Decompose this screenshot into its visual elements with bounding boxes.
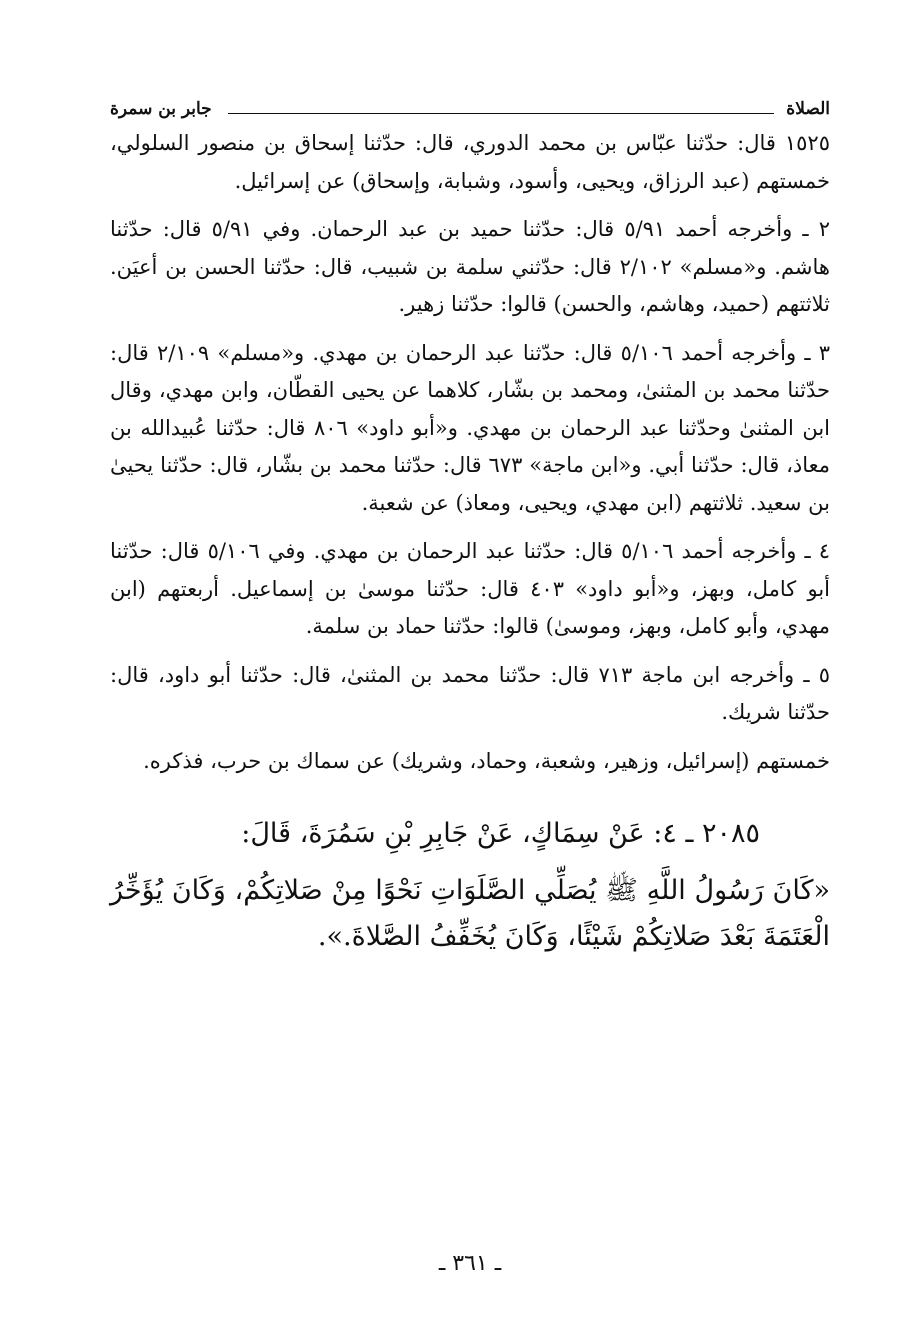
chapter-title: الصلاة bbox=[786, 99, 830, 119]
hadith-heading: ٢٠٨٥ ـ ٤: عَنْ سِمَاكٍ، عَنْ جَابِرِ بْنِ سَمُرَةَ، قَالَ: bbox=[241, 818, 760, 849]
topic-title: جابر بن سمرة bbox=[110, 99, 212, 119]
header-rule bbox=[228, 113, 774, 114]
book-page bbox=[110, 95, 830, 1295]
footnote-paragraph: ٤ ـ وأخرجه أحمد ٥/١٠٦ قال: حدّثنا عبد الرحمان بن مهدي. وفي ٥/١٠٦ قال: حدّثنا أبو كامل، وبهز، و«أبو داود» ٤٠٣ قال: حدّثنا موسىٰ بن إسماعيل. أربعتهم (ابن مهدي، وأبو كامل، وبهز، وموسىٰ) قالوا: حدّثنا حماد بن سلمة. bbox=[110, 539, 831, 638]
footnote-paragraph: ٢ ـ وأخرجه أحمد ٥/٩١ قال: حدّثنا حميد بن عبد الرحمان. وفي ٥/٩١ قال: حدّثنا هاشم. و«مسلم» ٢/١٠٢ قال: حدّثني سلمة بن شبيب، قال: حدّثنا الحسن بن أعيَن. ثلاثتهم (حميد، وهاشم، والحسن) قالوا: حدّثنا زهير. bbox=[110, 217, 830, 316]
running-header bbox=[110, 95, 830, 125]
footnotes-section bbox=[110, 125, 830, 780]
hadith-text: «كَانَ رَسُولُ اللَّهِ ﷺ يُصَلِّي الصَّلَوَاتِ نَحْوًا مِنْ صَلاتِكُمْ، وَكَانَ يُؤَخِّرُ الْعَتَمَةَ بَعْدَ صَلاتِكُمْ شَيْئًا، وَكَانَ يُخَفِّفُ الصَّلاةَ.». bbox=[110, 875, 830, 952]
footnote-paragraph: ٣ ـ وأخرجه أحمد ٥/١٠٦ قال: حدّثنا عبد الرحمان بن مهدي. و«مسلم» ٢/١٠٩ قال: حدّثنا محمد بن المثنىٰ، ومحمد بن بشّار، كلاهما عن يحيى القطّان، وابن مهدي، وقال ابن المثنىٰ وحدّثنا عبد الرحمان بن مهدي. و«أبو داود» ٨٠٦ قال: حدّثنا عُبيدالله بن معاذ، قال: حدّثنا أبي. و«ابن ماجة» ٦٧٣ قال: حدّثنا محمد بن بشّار، قال: حدّثنا يحيىٰ بن سعيد. ثلاثتهم (ابن مهدي، ويحيى، ومعاذ) عن شعبة. bbox=[110, 340, 831, 515]
footnote-paragraph: ٥ ـ وأخرجه ابن ماجة ٧١٣ قال: حدّثنا محمد بن المثنىٰ، قال: حدّثنا أبو داود، قال: حدّثنا شريك. bbox=[110, 662, 830, 724]
footnote-paragraph: خمستهم (إسرائيل، وزهير، وشعبة، وحماد، وشريك) عن سماك بن حرب، فذكره. bbox=[143, 748, 830, 773]
footnote-paragraph: ١٥٢٥ قال: حدّثنا عبّاس بن محمد الدوري، قال: حدّثنا إسحاق بن منصور السلولي، خمستهم (عبد الرزاق، ويحيى، وأسود، وشبابة، وإسحاق) عن إسرائيل. bbox=[110, 131, 830, 193]
page-number: ـ ٣٦١ ـ bbox=[438, 1251, 502, 1276]
